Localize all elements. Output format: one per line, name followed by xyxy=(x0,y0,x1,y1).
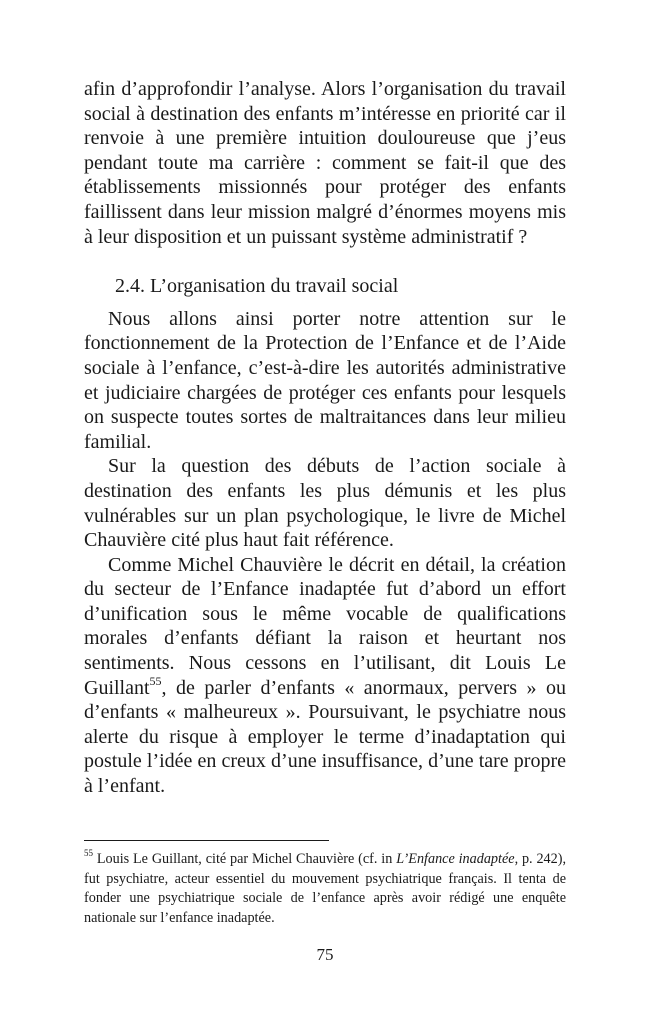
paragraph-chauviere-part-a: Comme Michel Chauvière le décrit en détail, la création du secteur de l’Enfance inadaptée fut d’abord un effort d’unification sous le même vocable de qualifications morales d’enfants défiant la raison et heurtant nos sentiments. Nous cessons en l’utilisant, dit Louis Le Guillant xyxy=(84,553,566,699)
paragraph-action-sociale: Sur la question des débuts de l’action sociale à destination des enfants les plus démunis et les plus vulnérables sur un plan psychologique, le livre de Michel Chauvière cité plus haut fait référence. xyxy=(84,455,566,552)
footnote-text-b: , p. 242), fut psychiatre, acteur essentiel du mouvement psychiatrique français. Il tenta de fonder une psychiatrique sociale de l’enfance après avoir rédigé une enquête nationale sur l’enfance inadaptée. xyxy=(84,851,566,926)
paragraph-chauviere-part-b: , de parler d’enfants « anormaux, pervers » ou d’enfants « malheureux ». Poursuivant, le psychiatre nous alerte du risque à employer le terme d’inadaptation qui postule l’idée en creux d’une insuffisance, d’une tare propre à l’enfant. xyxy=(84,676,566,798)
page-number: 75 xyxy=(316,945,334,964)
footnote-reference: 55 xyxy=(149,674,162,688)
section-heading: 2.4. L’organisation du travail social xyxy=(115,275,399,298)
footnote-text-a: Louis Le Guillant, cité par Michel Chauvière (cf. in xyxy=(93,851,397,867)
footnote-book-title: L’Enfance inadaptée xyxy=(396,851,515,867)
footnote-separator xyxy=(84,840,329,841)
paragraph-protection: Nous allons ainsi porter notre attention sur le fonctionnement de la Protection de l’Enfance et de l’Aide sociale à l’enfance, c’est-à-dire les autorités administrative et judiciaire chargées de protéger ces enfants pour lesquels on suspecte toutes sortes de maltraitances dans leur milieu familial. xyxy=(84,307,566,453)
footnote-number: 55 xyxy=(84,848,93,859)
paragraph-chauviere xyxy=(84,553,566,799)
paragraph-intro: afin d’approfondir l’analyse. Alors l’organisation du travail social à destination des enfants m’intéresse en priorité car il renvoie à une première intuition douloureuse que j’eus pendant toute ma carrière : comment se fait-il que des établissements missionnés pour protéger des enfants faillissent dans leur mission malgré d’énormes moyens mis à leur disposition et un puissant système administratif ? xyxy=(84,78,566,248)
footnote xyxy=(84,850,566,928)
body-text xyxy=(84,77,566,799)
